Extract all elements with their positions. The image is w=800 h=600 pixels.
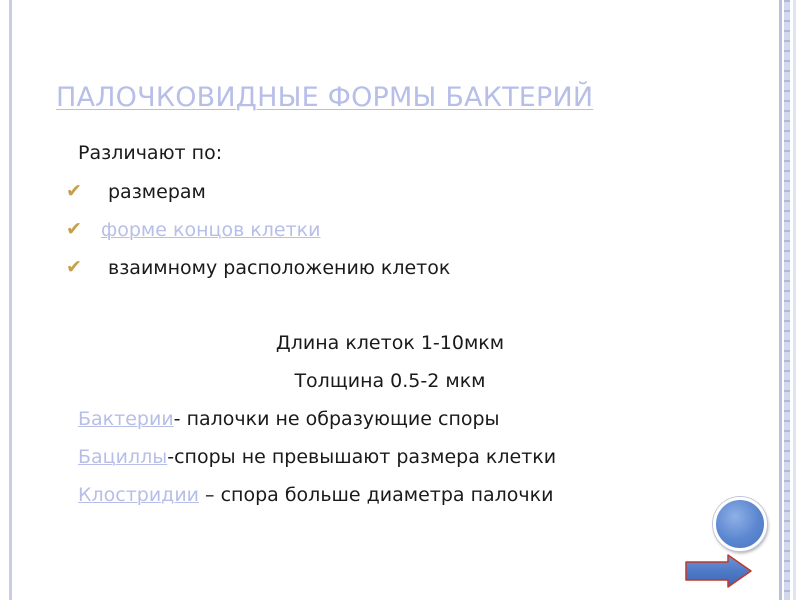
list-item-text: размерам	[108, 181, 206, 203]
list-item-link[interactable]: форме концов клетки	[101, 219, 321, 241]
definition-text: - палочки не образующие споры	[173, 408, 500, 430]
circle-button-icon[interactable]	[713, 497, 767, 551]
right-decor-bar-outer	[779, 0, 782, 600]
term-link[interactable]: Бактерии	[78, 408, 174, 430]
slide-title[interactable]: ПАЛОЧКОВИДНЫЕ ФОРМЫ БАКТЕРИЙ	[56, 82, 594, 113]
definition-text: -споры не превышают размера клетки	[167, 446, 557, 468]
definition-bacilli	[78, 446, 556, 468]
check-mark-icon: ✔	[66, 256, 82, 278]
definition-clostridia	[78, 484, 553, 506]
definition-bacteria	[78, 408, 500, 430]
cell-thickness-text: Толщина 0.5-2 мкм	[294, 370, 486, 392]
intro-text: Различают по:	[78, 142, 223, 164]
arrow-right-icon[interactable]	[684, 553, 754, 589]
right-decor-bar-thin	[793, 0, 796, 600]
definition-text: – спора больше диаметра палочки	[199, 484, 554, 506]
list-item-text: взаимному расположению клеток	[108, 257, 451, 279]
right-decor-bar-pattern	[784, 0, 790, 600]
term-link[interactable]: Клостридии	[78, 484, 200, 506]
check-mark-icon: ✔	[66, 180, 82, 202]
cell-length-text: Длина клеток 1-10мкм	[275, 332, 505, 354]
check-mark-icon: ✔	[66, 218, 82, 240]
term-link[interactable]: Бациллы	[78, 446, 168, 468]
left-decor-line	[9, 0, 12, 600]
